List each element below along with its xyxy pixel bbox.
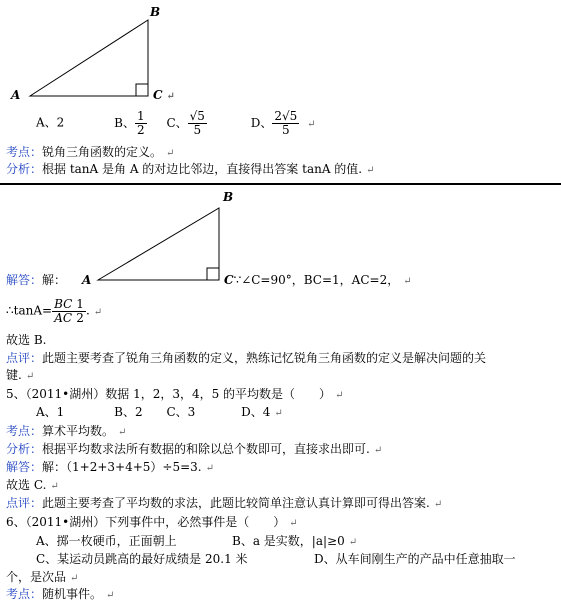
q5-kaodian: 考点：算术平均数。 ↵: [6, 424, 127, 438]
vertex-a-label-1: A: [11, 88, 21, 102]
q4-option-c: C、 $\frac{√5}{5}$: [166, 109, 205, 137]
q6-option-d-cont: 个，是次品 ↵: [6, 570, 79, 584]
q5-option-b: B、2: [114, 405, 143, 419]
q5-jieda: 解答：解：（1+2+3+4+5）÷5=3. ↵: [6, 460, 214, 474]
vertex-b-label-1: B: [150, 5, 161, 19]
q4-option-b: B、 $\frac{1}{2}$: [114, 109, 145, 137]
q4-fenxi: 分析：根据 tanA 是角 A 的对边比邻边，直接得出答案 tanA 的值. ↵: [6, 162, 375, 176]
q6-option-d: D、从车间刚生产的产品中任意抽取一: [314, 552, 516, 566]
vertex-b-label-2: B: [223, 190, 234, 204]
q5-option-a: A、1: [36, 405, 65, 419]
q4-jieda-condition: C∵∠C=90°，BC=1，AC=2， ↵: [224, 273, 412, 287]
triangle-1-shape: [30, 20, 148, 96]
q5-option-d: D、4: [241, 405, 271, 419]
q6-stem: 6、（2011•湖州）下列事件中，必然事件是（ ） ↵: [6, 515, 298, 529]
q6-option-a: A、掷一枚硬币，正面朝上: [36, 534, 177, 548]
q4-options-row: [36, 110, 316, 136]
q5-result: 故选 C. ↵: [6, 478, 59, 492]
q4-result: 故选 B.: [6, 333, 47, 347]
q5-fenxi: 分析：根据平均数求法所有数据的和除以总个数即可，直接求出即可. ↵: [6, 442, 383, 456]
section-divider: [0, 183, 561, 185]
q5-stem: 5、（2011•湖州）数据 1，2，3，4，5 的平均数是（ ） ↵: [6, 387, 344, 401]
q6-option-c: C、某运动员跳高的最好成绩是 20.1 米: [36, 552, 248, 566]
q4-kaodian: 考点：锐角三角函数的定义。 ↵: [6, 145, 175, 159]
q4-dianping-line1: 点评：此题主要考查了锐角三角函数的定义，熟练记忆锐角三角函数的定义是解决问题的关: [6, 351, 487, 365]
q5-options-row: A、1 B、2 C、3 D、4 ↵: [36, 405, 283, 419]
q4-dianping-line2: 键. ↵: [6, 368, 35, 382]
vertex-c-label-1: C ↵: [153, 88, 175, 102]
triangle-1-right-angle: [136, 84, 148, 96]
triangle-2-right-angle: [207, 268, 219, 280]
q4-jieda-formula: ∴tanA= $\frac{BC}{AC}$ $\frac{1}{2}$ . ↵: [6, 297, 103, 325]
q5-dianping: 点评：此题主要考查了平均数的求法，此题比较简单注意认真计算即可得出答案. ↵: [6, 496, 443, 510]
triangle-2-shape: [98, 208, 219, 280]
return-mark: ↵: [307, 118, 316, 130]
q6-kaodian: 考点：随机事件。 ↵: [6, 587, 115, 601]
vertex-a-label-2: A: [82, 273, 92, 287]
q4-jieda-label: 解答：解：: [6, 273, 67, 287]
q5-option-c: C、3: [166, 405, 196, 419]
q4-option-d: D、 $\frac{2√5}{5}$: [250, 109, 298, 137]
q6-option-b: B、a 是实数，|a|≥0 ↵: [232, 534, 358, 548]
q4-option-a: A、2: [36, 115, 65, 130]
